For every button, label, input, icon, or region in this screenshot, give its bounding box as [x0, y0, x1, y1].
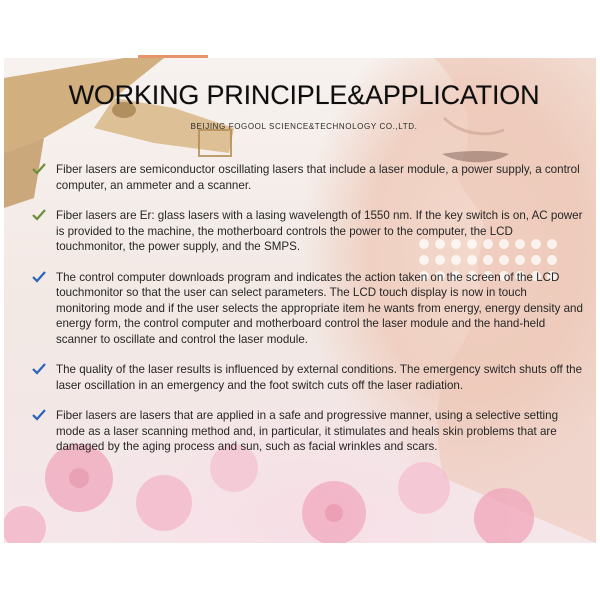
content-panel [4, 58, 596, 543]
checkmark-icon [32, 363, 46, 375]
checkmark-icon [32, 409, 46, 421]
list-item [28, 162, 584, 193]
company-subtitle: BEIJING FOGOOL SCIENCE&TECHNOLOGY CO.,LTD. [190, 122, 418, 131]
list-item-text: Fiber lasers are lasers that are applied in a safe and progressive manner, using a selective setting mode as a laser scanning method and, in particular, it stimulates and heals skin problems that are damaged by the aging process and sun, such as facial wrinkles and scars. [56, 409, 559, 453]
list-item [28, 362, 584, 393]
list-item-text: Fiber lasers are Er: glass lasers with a lasing wavelength of 1550 nm. If the key switch is on, AC power is provided to the machine, the motherboard controls the power to the computer, the LCD touchmonitor, the power supply, and the SMPS. [56, 209, 583, 253]
list-item-text: The control computer downloads program and indicates the action taken on the screen of the LCD touchmonitor so that the user can select parameters. The LCD touch display is now in touch monitoring mode and if the user selects the appropriate item he wants from energy, energy density and energy form, the control computer and motherboard control the laser module and the hand-held scanner to oscillate and control the laser module. [56, 270, 583, 346]
bullet-list [28, 162, 584, 470]
list-item-text: The quality of the laser results is influenced by external conditions. The emergency switch shuts off the laser oscillation in an emergency and the foot switch cuts off the laser radiation. [56, 363, 583, 392]
page-title: WORKING PRINCIPLE&APPLICATION [68, 80, 540, 110]
checkmark-icon [32, 271, 46, 283]
list-item [28, 208, 584, 255]
checkmark-icon [32, 163, 46, 175]
list-item [28, 270, 584, 348]
list-item-text: Fiber lasers are semiconductor oscillating lasers that include a laser module, a power supply, a control computer, an ammeter and a scanner. [56, 163, 580, 192]
list-item [28, 408, 584, 455]
checkmark-icon [32, 209, 46, 221]
